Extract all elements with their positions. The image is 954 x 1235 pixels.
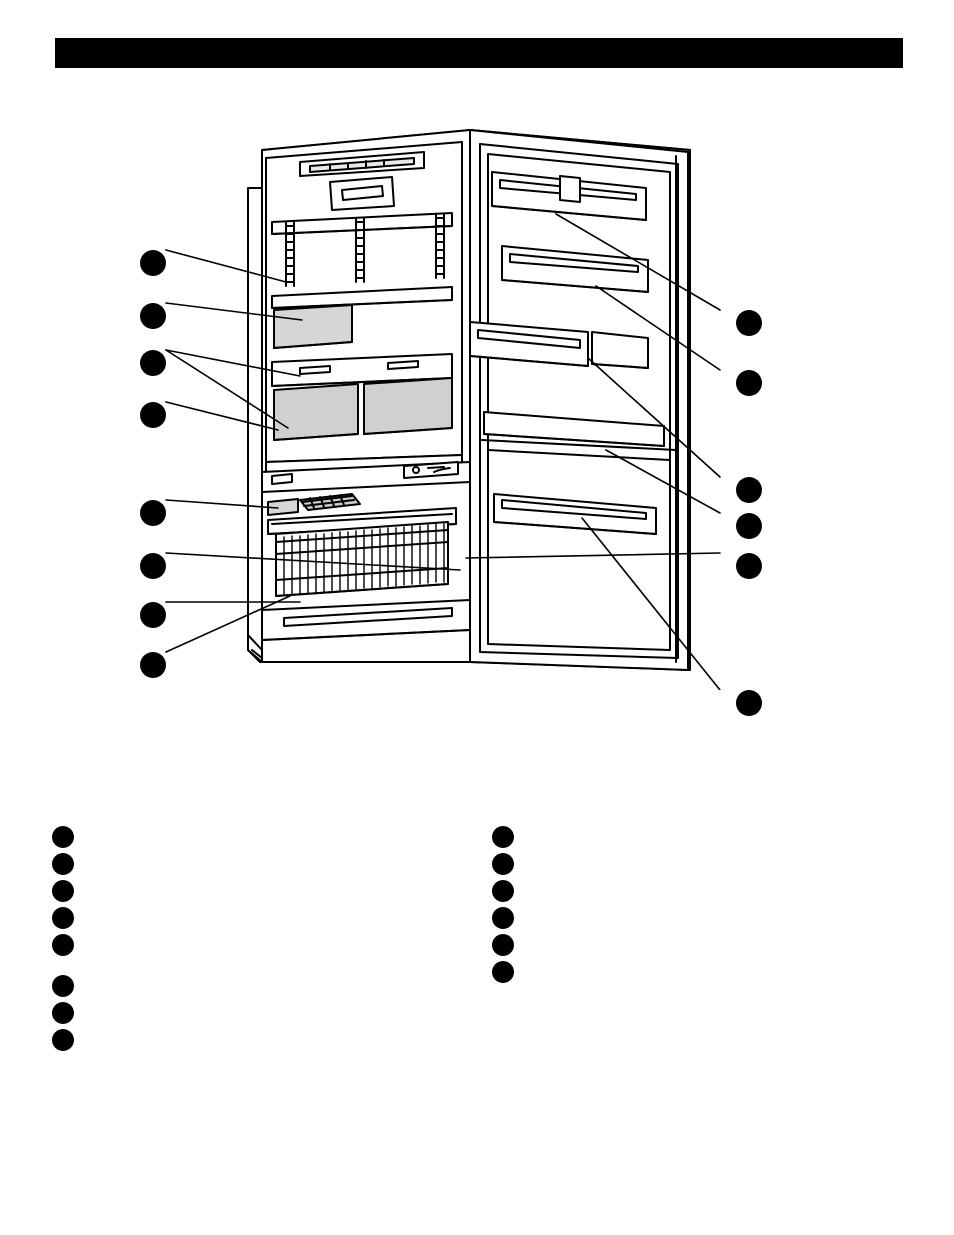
callout-bullet-2	[140, 303, 166, 329]
legend-bullet-8	[52, 1029, 74, 1051]
legend-bullet-11	[492, 880, 514, 902]
refrigerator-diagram	[0, 110, 954, 690]
legend-bullet-12	[492, 907, 514, 929]
legend-item	[492, 825, 892, 852]
legend-bullet-5	[52, 934, 74, 956]
legend-bullet-7	[52, 1002, 74, 1024]
refrigerator-illustration	[0, 110, 954, 690]
legend-item	[492, 852, 892, 879]
callout-bullet-10	[736, 370, 762, 396]
callout-bullet-14	[736, 690, 762, 716]
legend-right-column	[492, 825, 892, 987]
legend-item	[492, 879, 892, 906]
callout-bullet-5	[140, 500, 166, 526]
callout-bullet-12	[736, 513, 762, 539]
legend-item	[52, 825, 452, 852]
callout-bullet-1	[140, 250, 166, 276]
legend-bullet-2	[52, 853, 74, 875]
legend-item	[492, 906, 892, 933]
callout-bullet-7	[140, 602, 166, 628]
callout-bullet-11	[736, 477, 762, 503]
legend-bullet-3	[52, 880, 74, 902]
legend-bullet-14	[492, 961, 514, 983]
callout-bullet-4	[140, 402, 166, 428]
callout-bullet-6	[140, 553, 166, 579]
callout-bullet-3	[140, 350, 166, 376]
legend-item	[52, 933, 452, 960]
legend-bullet-9	[492, 826, 514, 848]
legend-item	[52, 1001, 452, 1028]
legend-bullet-4	[52, 907, 74, 929]
legend-bullet-1	[52, 826, 74, 848]
legend-bullet-6	[52, 975, 74, 997]
callout-bullet-8	[140, 652, 166, 678]
callout-bullet-13	[736, 553, 762, 579]
legend-bullet-13	[492, 934, 514, 956]
legend-item	[52, 906, 452, 933]
legend-bullet-10	[492, 853, 514, 875]
legend-item	[52, 879, 452, 906]
legend-item	[52, 852, 452, 879]
callout-bullet-9	[736, 310, 762, 336]
legend-left-column	[52, 825, 452, 1055]
legend-item	[492, 960, 892, 987]
legend-item	[52, 1028, 452, 1055]
legend-item	[52, 974, 452, 1001]
section-header-bar	[55, 38, 903, 68]
legend-item	[492, 933, 892, 960]
